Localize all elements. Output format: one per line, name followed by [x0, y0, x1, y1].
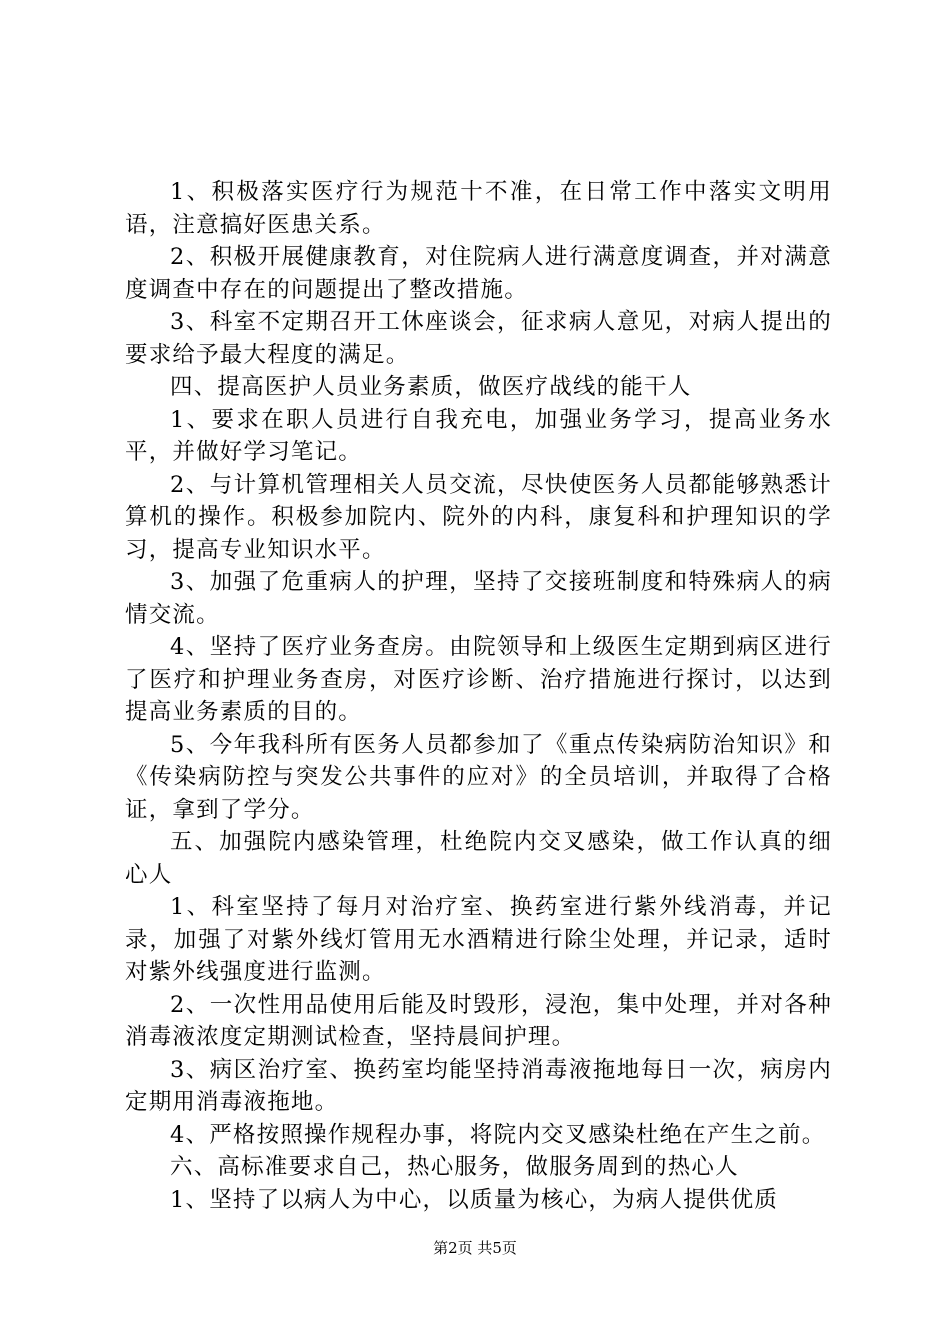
paragraph: 1、要求在职人员进行自我充电，加强业务学习，提高业务水平，并做好学习笔记。 — [125, 406, 832, 465]
paragraph: 5、今年我科所有医务人员都参加了《重点传染病防治知识》和《传染病防控与突发公共事件的应对》的全员培训，并取得了合格证，拿到了学分。 — [125, 731, 832, 823]
document-body — [125, 176, 832, 1216]
section-heading: 六、高标准要求自己，热心服务，做服务周到的热心人 — [170, 1154, 739, 1180]
paragraph: 1、坚持了以病人为中心，以质量为核心，为病人提供优质 — [170, 1186, 779, 1213]
section-heading: 五、加强院内感染管理，杜绝院内交叉感染，做工作认真的细心人 — [125, 829, 832, 888]
paragraph: 2、积极开展健康教育，对住院病人进行满意度调查，并对满意度调查中存在的问题提出了整改措施。 — [125, 244, 832, 303]
paragraph: 4、严格按照操作规程办事，将院内交叉感染杜绝在产生之前。 — [170, 1121, 826, 1148]
paragraph: 1、科室坚持了每月对治疗室、换药室进行紫外线消毒，并记录，加强了对紫外线灯管用无水酒精进行除尘处理，并记录，适时对紫外线强度进行监测。 — [125, 894, 832, 985]
paragraph: 4、坚持了医疗业务查房。由院领导和上级医生定期到病区进行了医疗和护理业务查房，对医疗诊断、治疗措施进行探讨，以达到提高业务素质的目的。 — [125, 634, 832, 725]
paragraph: 2、与计算机管理相关人员交流，尽快使医务人员都能够熟悉计算机的操作。积极参加院内、院外的内科，康复科和护理知识的学习，提高专业知识水平。 — [125, 471, 832, 563]
section-heading: 四、提高医护人员业务素质，做医疗战线的能干人 — [170, 374, 692, 400]
page-number-footer: 第2页 共5页 — [433, 1239, 517, 1257]
paragraph: 2、一次性用品使用后能及时毁形，浸泡，集中处理，并对各种消毒液浓度定期测试检查，坚持晨间护理。 — [125, 991, 832, 1050]
paragraph: 3、加强了危重病人的护理，坚持了交接班制度和特殊病人的病情交流。 — [125, 569, 832, 628]
paragraph: 1、积极落实医疗行为规范十不准，在日常工作中落实文明用语，注意搞好医患关系。 — [125, 179, 832, 238]
paragraph: 3、病区治疗室、换药室均能坚持消毒液拖地每日一次，病房内定期用消毒液拖地。 — [125, 1056, 832, 1115]
paragraph: 3、科室不定期召开工休座谈会，征求病人意见，对病人提出的要求给予最大程度的满足。 — [125, 309, 832, 368]
